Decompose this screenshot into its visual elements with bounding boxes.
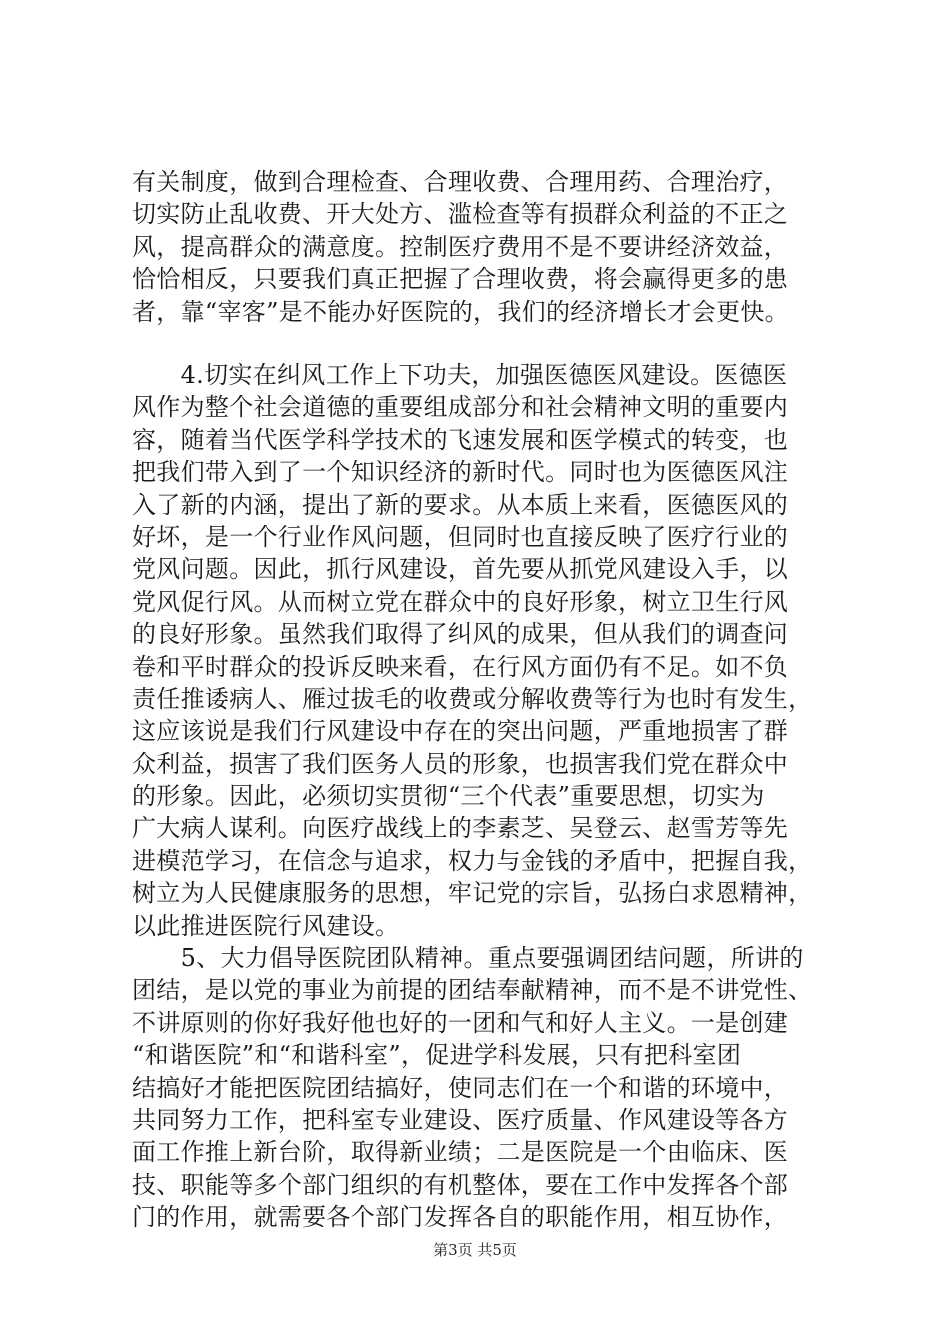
paragraph-continuation — [132, 166, 844, 328]
text-line: 容，随着当代医学科学技术的飞速发展和医学模式的转变，也 — [132, 425, 789, 454]
text-line: 党风促行风。从而树立党在群众中的良好形象，树立卫生行风 — [132, 587, 789, 616]
text-line: 面工作推上新台阶，取得新业绩；二是医院是一个由临床、医 — [132, 1138, 789, 1167]
text-line: 结搞好才能把医院团结搞好，使同志们在一个和谐的环境中， — [132, 1073, 789, 1102]
text-line: 把我们带入到了一个知识经济的新时代。同时也为医德医风注 — [132, 458, 789, 487]
text-line: 有关制度，做到合理检查、合理收费、合理用药、合理治疗， — [132, 168, 789, 196]
text-line: 党风问题。因此，抓行风建设，首先要从抓党风建设入手，以 — [132, 555, 789, 584]
page-number-footer: 第3页 共5页 — [433, 1241, 517, 1259]
paragraph-section-4-5 — [132, 359, 844, 1234]
text-line: 的良好形象。虽然我们取得了纠风的成果，但从我们的调查问 — [132, 620, 789, 649]
text-line: 进模范学习，在信念与追求，权力与金钱的矛盾中，把握自我， — [132, 846, 813, 875]
text-line: 团结，是以党的事业为前提的团结奉献精神，而不是不讲党性、 — [132, 976, 813, 1005]
text-line: “和谐医院”和“和谐科室”，促进学科发展，只有把科室团 — [132, 1041, 742, 1070]
text-line: 广大病人谋利。向医疗战线上的李素芝、吴登云、赵雪芳等先 — [132, 814, 789, 843]
text-line: 门的作用，就需要各个部门发挥各自的职能作用，相互协作， — [132, 1203, 789, 1232]
text-line: 者，靠“宰客”是不能办好医院的，我们的经济增长才会更快。 — [132, 297, 789, 326]
text-line: 卷和平时群众的投诉反映来看，在行风方面仍有不足。如不负 — [132, 652, 789, 681]
text-line: 的形象。因此，必须切实贯彻“三个代表”重要思想，切实为 — [132, 782, 765, 811]
text-line: 责任推诿病人、雁过拔毛的收费或分解收费等行为也时有发生， — [132, 684, 813, 713]
text-line: 恰恰相反，只要我们真正把握了合理收费，将会赢得更多的患 — [132, 265, 789, 294]
text-line: 这应该说是我们行风建设中存在的突出问题，严重地损害了群 — [132, 717, 789, 746]
text-line: 以此推进医院行风建设。 — [132, 911, 400, 940]
text-line: 切实防止乱收费、开大处方、滥检查等有损群众利益的不正之 — [132, 200, 789, 229]
text-line: 风，提高群众的满意度。控制医疗费用不是不要讲经济效益， — [132, 232, 789, 261]
text-line: 众利益，损害了我们医务人员的形象，也损害我们党在群众中 — [132, 749, 789, 778]
text-line: 不讲原则的你好我好他也好的一团和气和好人主义。一是创建 — [132, 1008, 789, 1037]
text-line: 入了新的内涵，提出了新的要求。从本质上来看，医德医风的 — [132, 490, 789, 519]
text-line: 技、职能等多个部门组织的有机整体，要在工作中发挥各个部 — [132, 1170, 789, 1199]
text-line: 风作为整个社会道德的重要组成部分和社会精神文明的重要内 — [132, 393, 789, 422]
text-line: 4.切实在纠风工作上下功夫，加强医德医风建设。医德医 — [132, 361, 788, 389]
text-line: 共同努力工作，把科室专业建设、医疗质量、作风建设等各方 — [132, 1105, 789, 1134]
text-line: 5、大力倡导医院团队精神。重点要强调团结问题，所讲的 — [132, 944, 804, 973]
text-line: 好坏，是一个行业作风问题，但同时也直接反映了医疗行业的 — [132, 522, 789, 551]
text-line: 树立为人民健康服务的思想，牢记党的宗旨，弘扬白求恩精神， — [132, 879, 813, 908]
